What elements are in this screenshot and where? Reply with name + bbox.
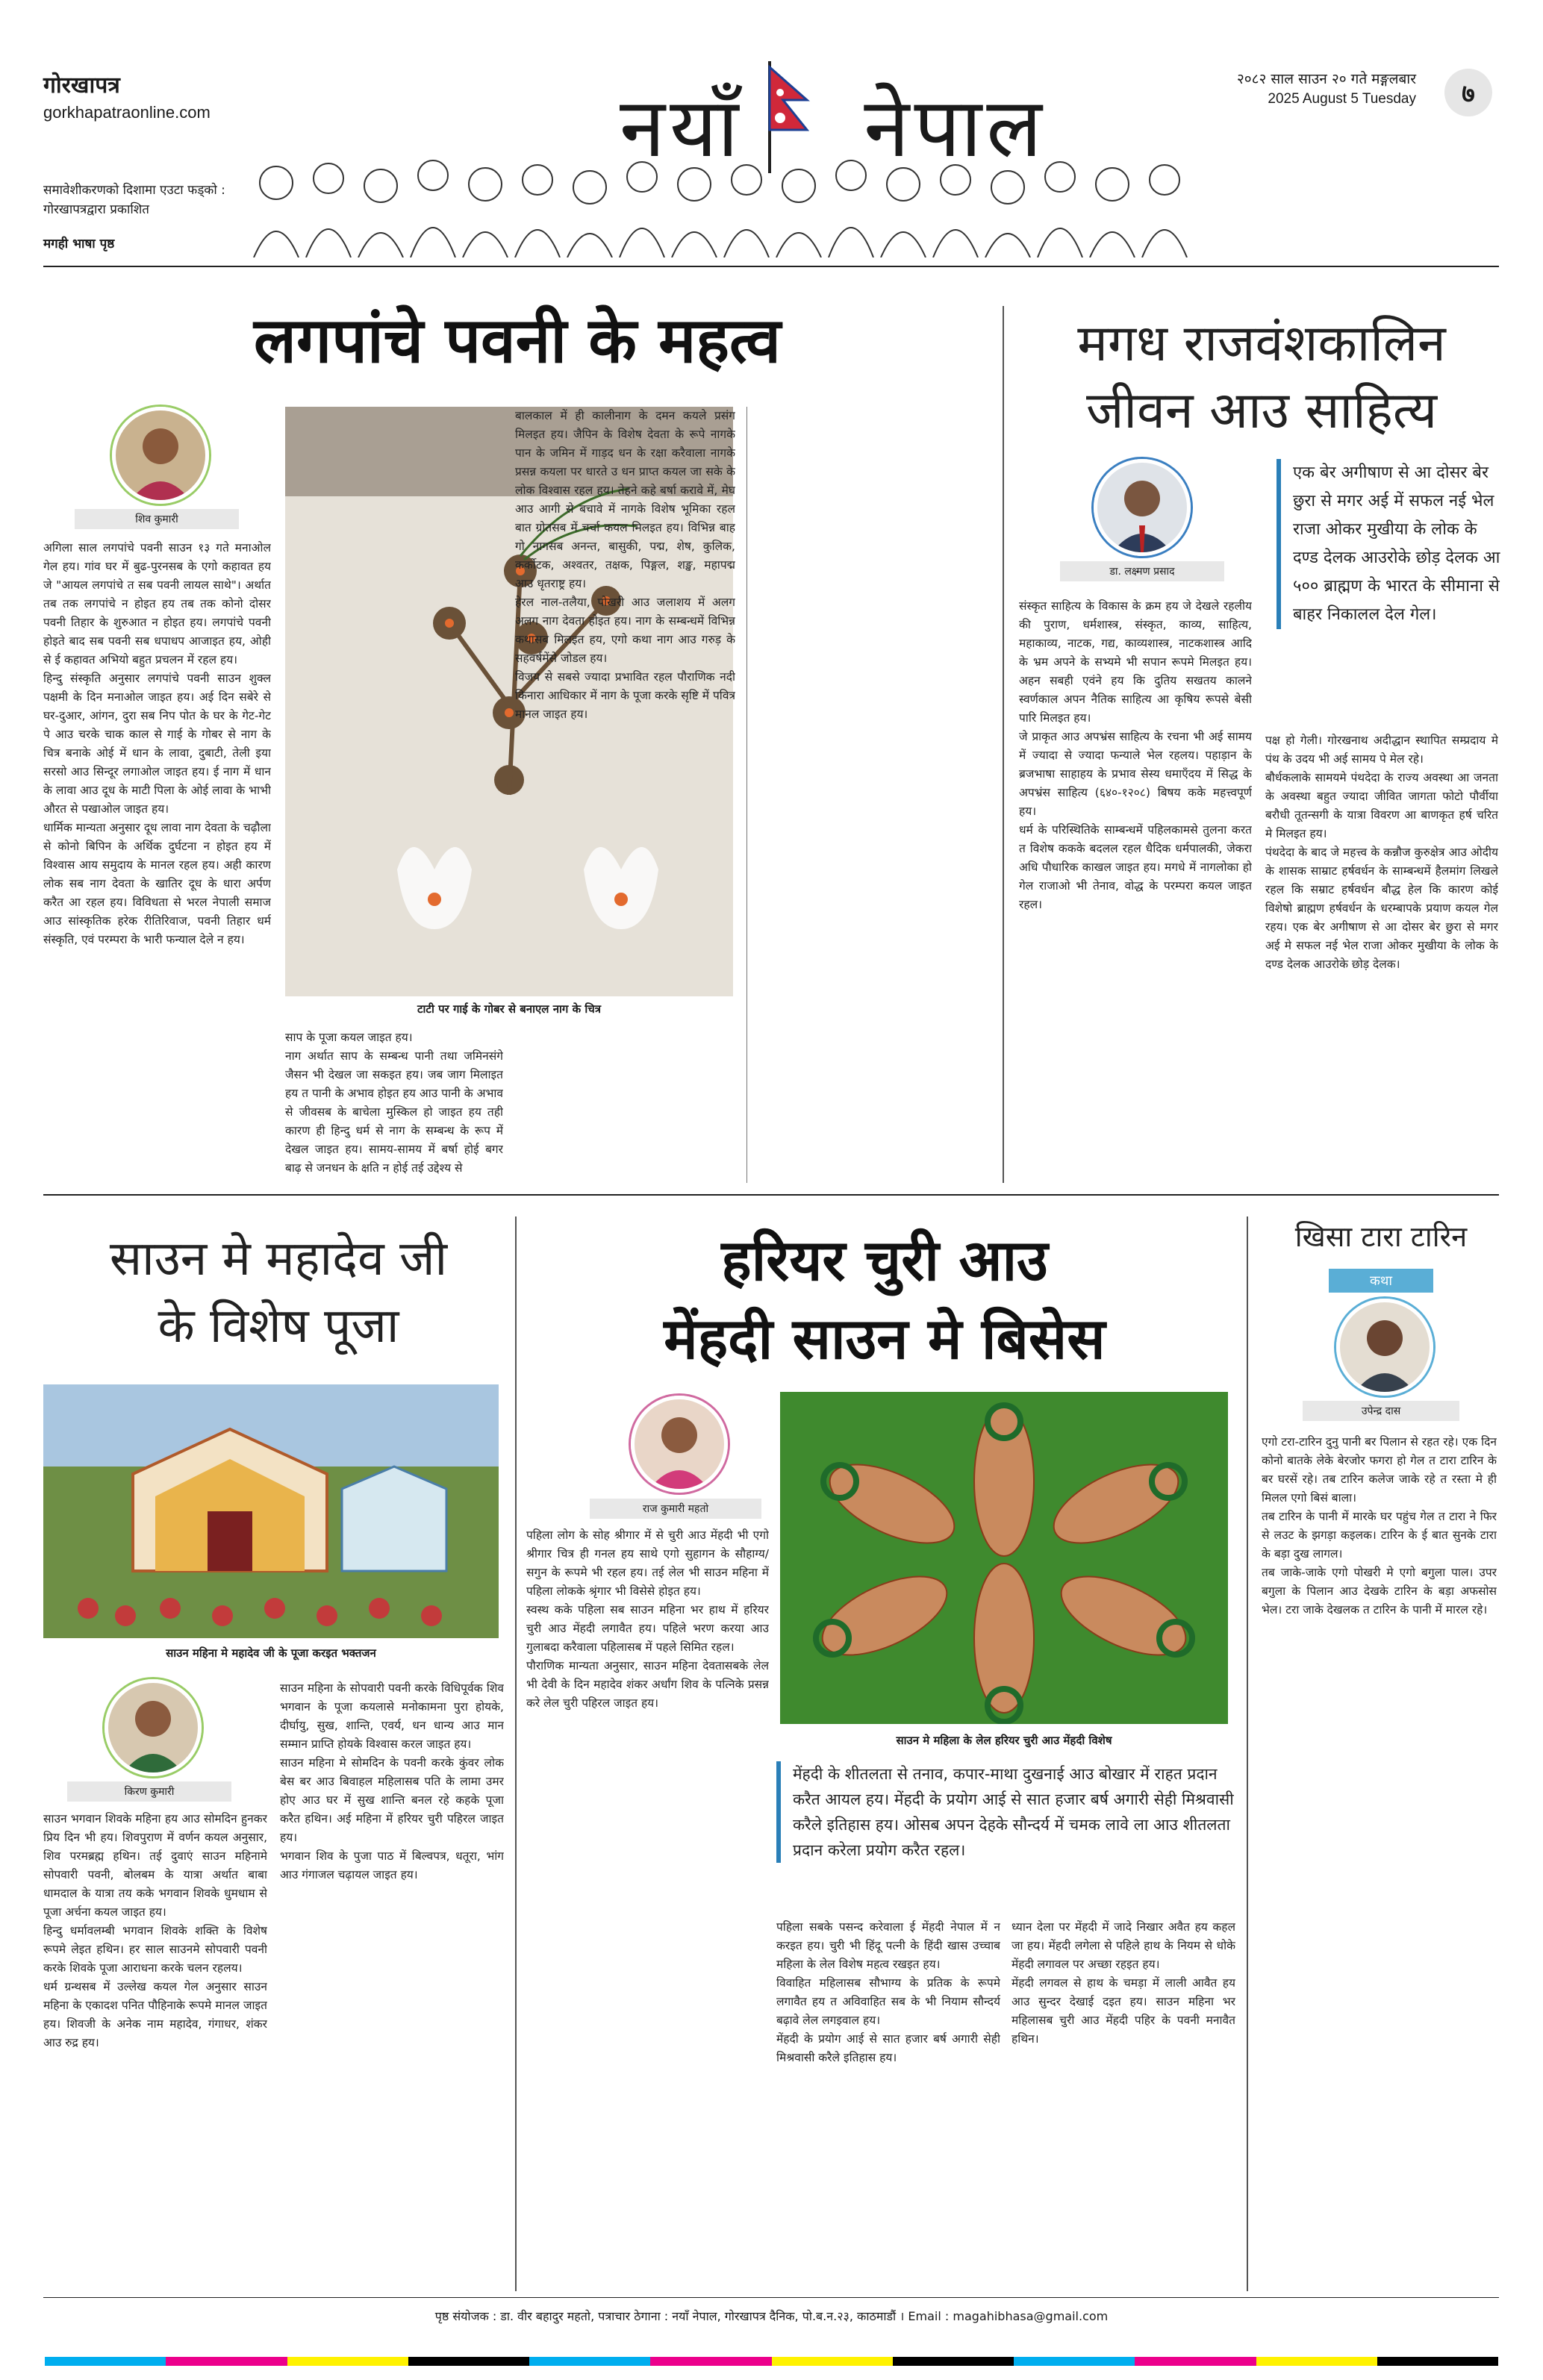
footer-divider [43, 2297, 1499, 2298]
print-color-swatch [1377, 2357, 1498, 2366]
article3-author-name: किरण कुमारी [67, 1781, 231, 1802]
vertical-divider-2 [1003, 306, 1004, 1183]
article5-column-1: एगो टरा-टारिन दुनु पानी बर पिलान से रहत रहे। एक दिन कोनो बातके लेके बेरजोर फगरा हो गेल त टारा टारिन के बर घरसें रहे। तब टारिन कलेज जाके रहे त रस्ता मे ही मिलल एगो बिसं बाला। तब टारिन के पानी में मारके घर पहुंच गेल त टारा ने फिर से लउट के झगड़ा कइलक। टारिन के ई बात सुनके टारा के बड़ा दुख लागल। तब जाके-जाके एगो पोखरी मे एगो बगुला पाल। उपर बगुला के पिलान आउ देखके टारिन के बड़ा अफसोस भेल। टरा जाके देखलक त टारिन के पानी में मारल रहे। [1262, 1435, 1497, 1617]
print-color-swatch [772, 2357, 893, 2366]
article3-temple-photo [43, 1384, 499, 1638]
article4-author-name: राज कुमारी महतो [590, 1499, 761, 1519]
article4-headline-line1: हरियर चुरी आउ [721, 1227, 1048, 1293]
article5-label: कथा [1329, 1269, 1433, 1293]
article4-photo-caption: साउन मे महिला के लेल हरियर चुरी आउ मेंहदी विशेष [896, 1734, 1112, 1747]
vertical-divider-1 [746, 407, 747, 1183]
article5-headline: खिसा टारा टारिन [1294, 1220, 1468, 1253]
article2-author-name: डा. लक्ष्मण प्रसाद [1060, 561, 1224, 581]
vertical-divider-4 [1247, 1216, 1248, 2291]
article1-column-1: अगिला साल लगपांचे पवनी साउन १३ गते मनाओल गेल हय। गांव घर में बुढ-पुरनसब के एगो कहावत हय जे "आयल लगपांचे त सब पवनी लायल साथे"। अर्थात तब तक लगपांचे न होइत हय तब तक कोनो दोसर पवनी तिहार के शुरुआत न होइत हय। लगपांचे पवनी होइते बाद सब पवनी सब धपाधप आजाइत हय, ओही से ई कहावत अभियो बहुत प्रचलन में रहल हय। हिन्दु संस्कृति अनुसार लगपांचे पवनी साउन शुक्ल पक्षमी के दिन मनाओल जाइत हय। अई दिन सबेरे से घर-दुआर, आंगन, दुरा सब निप पोत के घर के गेट-गेट पे आउ चरके चाक काल से गाई के गोबर से नाग के चित्र बनाके ओई में धान के लावा, दुबाटी, तेली इया सरसो आउ सिन्दूर लगाओल जाइत हय। ई नाग में धान के लावा आउ दूध के माटी पिला के ओई लावा के भाभी औरत से पखाओल जाइत हय। धार्मिक मान्यता अनुसार दूध लावा नाग देवता के चढ़ौला से कोनो बिपिन के अर्थिक दुर्घटना न होइत हय में विश्वास आय समुदाय के मानल रहल हय। अही कारण लोक सब नाग देवता के खातिर दूध के धारा अर्पण करैत आ रहल हय। विविधता से भरल नेपाली समाज आउ सांस्कृतिक हरेक रीतिरिवाज, पवनी तिहार धर्म संस्कृति, एवं परम्परा के भारी फन्याल देले न हय। [43, 541, 271, 946]
website-url: gorkhapatraonline.com [43, 103, 211, 122]
page-number: ७ [1444, 69, 1492, 116]
article4-author-photo [631, 1396, 728, 1493]
article3-column-1: साउन भगवान शिवके महिना हय आउ सोमदिन हुनकर प्रिय दिन भी हय। शिवपुराण में वर्णन कयल अनुसार, शिव परमब्रह्म हथिन। तई दुवाएं साउन महिनामे सोपवारी पवनी, बोलबम के यात्रा अर्थात बाबा धामदाल के यात्रा तय कके भगवान शिवके धुमधाम से पूजा अर्चना कयल जाइत हय। हिन्दु धर्मावलम्बी भगवान शिवके शक्ति के विशेष रूपमे लेइत हथिन। हर साल साउनमे सोपवारी पवनी करके शिवके पूजा आराधना करके चलन रहलय। धर्म ग्रन्थसब में उल्लेख कयल गेल अनुसार साउन महिना के एकादश पनित पौहिनाके रूपमे मानल जाइत हय। शिवजी के अनेक नाम महादेव, गंगाधर, शंकर आउ रुद्र हय। [43, 1812, 267, 2049]
print-color-swatch [1014, 2357, 1135, 2366]
print-color-swatch [45, 2357, 166, 2366]
article1-column-3: बालकाल में ही कालीनाग के दमन कयले प्रसंग मिलइत हय। जैपिन के विशेष देवता के रूपे नागके पान के जमिन में गाड़द धन के रक्षा करैवाला नागके प्रसन्न कयला पर धारते उ धन प्राप्त कयल जा सके के लोक विश्वास रहल हय। तेहने कहे बर्षा करावे में, मेघ आउ आगी से बचावे में नागके विशेष भूमिका रहल बात ग्रोतसब में चर्चा कयल मिलइत हय। विभिन्न बाह गो नागसब अनन्त, बासुकी, पद्म, शेष, कुलिक, कर्कोटक, अश्वतर, तक्षक, पिङ्गल, शङ्ख, महापद्म आउ धृतराष्ट्र हय। हेरल नाल-तलैया, पोखरी आउ जलाशय में अलग अलग नाग देवता होइत हय। नाग के सम्बन्धमें विभिन्न कथासब मिलइत हय, एगो कथा नाग आउ गरुड़ के सहवर्षमेंसे जोडल हय। विजय से सबसे ज्यादा प्रभावित रहल पौराणिक नदी किनारा आधिकार में नाग के पूजा करके सृष्टि में पवित्र मानल जाइत हय। [515, 409, 735, 721]
article2-column-2: पक्ष हो गेली। गोरखनाथ अदीद्धान स्थापित सम्प्रदाय मे पंथ के उदय भी अई सामय पे मेल रहे। बौर्धकलाके सामयमे पंथदेदा के राज्य अवस्था आ जनता के अवस्था बहुत ज्यादा जीवित जागता फोटो पौर्वीया बरौधी तूतन्सगी के यात्रा विवरण आ बाणकृत हर्ष चरित मे मिलइत हय। पंथदेदा के बाद जे महत्त्व के कन्नौज कुरुक्षेत्र आउ ओदीय के शासक साम्राट हर्षवर्धन के साम्बन्धमें हैलमांग लिखले रहल कि सम्राट हर्षवर्धन बौद्ध हेल कि कारण कोई विशेषो ब्राह्मण हर्षवर्धन के धरम्बापके प्रयाण कयल गेल रहय। एक बेर अगीषाण से आ दोसर बेर छुरा से मगर अई मे सफल नई भेल राजा ओकर मुखीया के लोक के दण्ड देलक आउरोके छोड़ देलक। [1265, 734, 1498, 971]
brand-name: गोरखापत्र [43, 72, 120, 99]
article3-headline-line1: साउन मे महादेव जी [109, 1231, 448, 1287]
date-english: 2025 August 5 Tuesday [1268, 91, 1416, 107]
article5-author-name: उपेन्द्र दास [1303, 1401, 1459, 1421]
article5-author-photo [1336, 1299, 1433, 1396]
masthead-title-left: नयाँ [620, 80, 744, 175]
article1-headline: लगपांचे पवनी के महत्व [254, 303, 781, 377]
article2-author-photo [1094, 459, 1191, 556]
masthead-divider [43, 266, 1499, 267]
article1-column-2: साप के पूजा कयल जाइत हय। नाग अर्थात साप के सम्बन्ध पानी तथा जमिनसंगे जैसन भी देखल जा सकइत हय। जब जाग मिलाइत हय त पानी के अभाव होइत हय आउ पानी के अभाव से जीवसब के बाचेला मुस्किल हो जाइत हय तही कारण ही हिन्दु धर्म से नाग के सम्बन्ध के रूप में देखल जाइत हय। सामय-सामय में बर्षा होई बगर बाढ़ से जनधन के क्षति न होई तई उद्देश्य से [285, 1031, 503, 1175]
section-name: मगही भाषा पृष्ठ [43, 237, 115, 252]
masthead-title-right: नेपाल [864, 80, 1047, 175]
print-color-swatch [893, 2357, 1014, 2366]
crowd-illustration [246, 153, 1217, 257]
print-color-swatch [529, 2357, 650, 2366]
article2-pullquote: एक बेर अगीषाण से आ दोसर बेर छुरा से मगर अई में सफल नई भेल राजा ओकर मुखीया के लोक के दण्ड देलक आउरोके छोड़ देलक आ ५०० ब्राह्मण के भारत के सीमाना से बाहर निकालल देल गेल। [1277, 459, 1502, 629]
article1-author-name: शिव कुमारी [75, 509, 239, 529]
section-divider [43, 1194, 1499, 1196]
print-color-bar [45, 2357, 1498, 2366]
print-color-swatch [650, 2357, 771, 2366]
article4-pullquote: मेंहदी के शीतलता से तनाव, कपार-माथा दुखनाई आउ बोखार में राहत प्रदान करैत आयल हय। मेंहदी के प्रयोग आई से सात हजार बर्ष अगारी सेही मिश्रवासी करैले इतिहास हय। ओसब अपन देहके सौन्दर्य में चमक लावे ला आउ शीतलता प्रदान करेला प्रयोग करैत रहल। [776, 1761, 1237, 1863]
print-color-swatch [1256, 2357, 1377, 2366]
article4-headline-line2: मेंहदी साउन मे बिसेस [664, 1305, 1106, 1372]
article1-photo-caption: टाटी पर गाई के गोबर से बनाएल नाग के चित्र [417, 1002, 602, 1016]
article1-author-photo [112, 407, 209, 504]
article2-column-1: संस्कृत साहित्य के विकास के क्रम हय जे देखले रहलीय की पुराण, धर्मशास्त्र, संस्कृत, काव्य, साहित्य, महाकाव्य, नाटक, गद्य, काव्यशास्त्र, नाटकशास्त्र आदि के भ्रम अपने के सभ्यमे भी सपान रूपमे मिलइत हय। अहन सबही एवंने हय कि दुतिय सखतय कालने स्वर्णकाल अपन नैतिक साहित्य आ कृषिय रूपसे बेसी पारि मिलइत हय। जे प्राकृत आउ अपभ्रंस साहित्य के रचना भी अई सामय में ज्यादा से ज्यादा फन्याले भेल रहलय। पहाड़ान के ब्रजभाषा साहाहय के प्रभाव सेस्य धमाएँदय में सिद्ध के अपभ्रंस साहित्य (६४०-१२०८) बिषय कके महत्त्वपूर्ण हय। धर्म के परिस्थितिके साम्बन्धमें पहिलकामसे तुलना करत त विशेष ककके बदलल रहल धैदिक धर्मपालकी, जेकरा अधि पौधारिक काखल जाइत हय। मगधे में नागलोका हो गेल राजाओ भी तेनाव, वोद्ध के परम्परा कयल जाइत रहल। [1019, 599, 1252, 911]
article4-column-1: पहिला लोग के सोह श्रीगार में से चुरी आउ मेंहदी भी एगो श्रीगार चित्र ही गनल हय साथे एगो सुहागन के सौहाग्य/सगुन के रूपमे भी रहल हय। तई लेल भी साउन महिना में पहिला लोकके श्रृंगार भी विसेसे होइत हय। स्वस्थ कके पहिला सब साउन महिना भर हाथ में हरियर चुरी आउ मेंहदी लगावैत हय। पहिले भरण करया आउ गुलाबदा करैवाला पहिलासब में पहले सिमित रहल। पौराणिक मान्यता अनुसार, साउन महिना देवतासबके लेल भी देवी के दिन महादेव शंकर अर्धांग शिव के पत्निके प्रसन्न करे लेल चुरी पहिरल जाइत हय। [526, 1528, 769, 1710]
article2-headline-line2: जीवन आउ साहित्य [1085, 381, 1438, 440]
article3-headline-line2: के विशेष पूजा [158, 1299, 399, 1354]
tagline: समावेशीकरणको दिशामा एउटा फड्को : गोरखापत्रद्वारा प्रकाशित [43, 183, 225, 217]
date-nepali: २०८२ साल साउन २० गते मङ्गलबार [1236, 71, 1416, 87]
print-color-swatch [1135, 2357, 1256, 2366]
print-color-swatch [166, 2357, 287, 2366]
article4-column-3: ध्यान देला पर मेंहदी में जादे निखार अवैत हय कहल जा हय। मेंहदी लगेला से पहिले हाथ के नियम से धोके मेंहदी लगावल पर अच्छा रहइत हय। मेंहदी लगवल से हाथ के चमड़ा में लाली आवैत हय आउ सुन्दर देखाई दइत हय। साउन महिना भर महिलासब चुरी आउ मेंहदी पहिर के पवनी मनावैत हथिन। [1011, 1920, 1235, 2046]
article2-headline-line1: मगध राजवंशकालिन [1077, 314, 1446, 373]
footer-credits: पृष्ठ संयोजक : डा. वीर बहादुर महतो, पत्राचार ठेगाना : नयाँ नेपाल, गोरखापत्र दैनिक, पो.ब.न.२३, काठमाडौं । Email : magahibhasa@gmail.com [434, 2309, 1109, 2323]
article4-column-2: पहिला सबके पसन्द करेवाला ई मेंहदी नेपाल में न करइत हय। चुरी भी हिंदू पत्नी के हिंदी खास उच्चाब महिला के लेल विशेष महत्व रखइत हय। विवाहित महिलासब सौभाग्य के प्रतिक के रूपमे लगावैत हय त अविवाहित सब के भी नियाम सौन्दर्य बढ़ावे लेल लगइवाल हय। मेंहदी के प्रयोग आई से सात हजार बर्ष अगारी सेही मिश्रवासी करैले इतिहास हय। [776, 1920, 1000, 2064]
article3-photo-caption: साउन महिना मे महादेव जी के पूजा करइत भक्तजन [166, 1646, 376, 1660]
vertical-divider-3 [515, 1216, 517, 2291]
article4-mehendi-photo [780, 1392, 1228, 1724]
article3-column-2: साउन महिना के सोपवारी पवनी करके विधिपूर्वक शिव भगवान के पूजा कयलासे मनोकामना पुरा होयके, दीर्घायु, सुख, शान्ति, एवर्य, धन धान्य आउ मान सम्मान प्राप्ति होयके विश्वास करल जाइत हय। साउन महिना मे सोमदिन के पवनी करके कुंवर लोक बेस बर आउ बिवाहल महिलासब पति के लामा उमर होए आउ घर में सुख शान्ति बनल रहे कहके पूजा करैत हथिन। अई महिना में हरियर चुरी पहिरल जाइत हय। भगवान शिव के पुजा पाठ में बिल्वपत्र, धतूरा, भांग आउ गंगाजल चढ़ायल जाइत हय। [280, 1681, 504, 1881]
print-color-swatch [408, 2357, 529, 2366]
print-color-swatch [287, 2357, 408, 2366]
article3-author-photo [105, 1679, 202, 1776]
